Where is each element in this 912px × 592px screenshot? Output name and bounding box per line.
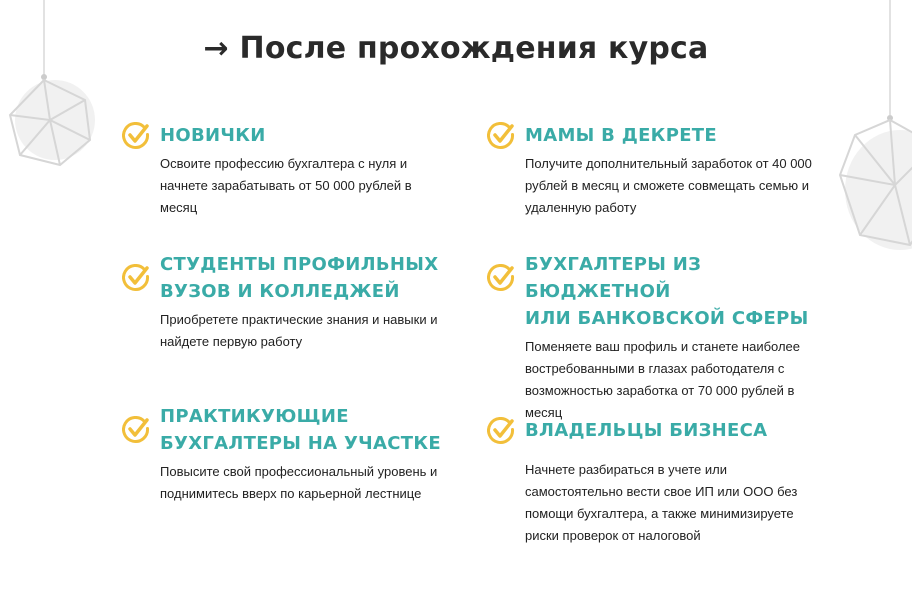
card-description: Повысите свой профессиональный уровень и поднимитесь вверх по карьерной лестнице <box>160 464 438 501</box>
card-title: МАМЫ В ДЕКРЕТЕ <box>525 125 717 146</box>
audience-card-students <box>160 251 460 353</box>
check-circle-icon <box>122 416 150 444</box>
audience-card-novices <box>160 122 460 219</box>
card-title: ПРАКТИКУЮЩИЕ БУХГАЛТЕРЫ НА УЧАСТКЕ <box>160 406 441 454</box>
card-title: БУХГАЛТЕРЫ ИЗ БЮДЖЕТНОЙ ИЛИ БАНКОВСКОЙ СФЕРЫ <box>525 254 809 329</box>
check-circle-icon <box>122 264 150 292</box>
card-title: НОВИЧКИ <box>160 125 266 146</box>
check-circle-icon <box>487 122 515 150</box>
audience-card-practicing-accountants <box>160 403 460 505</box>
card-description: Приобретете практические знания и навыки и найдете первую работу <box>160 312 438 349</box>
card-description: Получите дополнительный заработок от 40 000 рублей в месяц и сможете совмещать семью и удаленную работу <box>525 156 812 215</box>
audience-card-business-owners <box>525 417 825 547</box>
audience-card-moms <box>525 122 825 219</box>
page-title: → После прохождения курса <box>203 31 709 66</box>
card-title: СТУДЕНТЫ ПРОФИЛЬНЫХ ВУЗОВ И КОЛЛЕДЖЕЙ <box>160 254 439 302</box>
card-title: ВЛАДЕЛЬЦЫ БИЗНЕСА <box>525 420 768 441</box>
check-circle-icon <box>487 264 515 292</box>
check-circle-icon <box>122 122 150 150</box>
check-circle-icon <box>487 417 515 445</box>
card-description: Освоите профессию бухгалтера с нуля и начнете зарабатывать от 50 000 рублей в месяц <box>160 156 412 215</box>
card-description: Начнете разбираться в учете или самостоятельно вести свое ИП или ООО без помощи бухгалтера, а также минимизируете риски проверок от налоговой <box>525 462 798 543</box>
audience-card-budget-accountants <box>525 251 825 424</box>
card-description: Поменяете ваш профиль и станете наиболее востребованными в глазах работодателя с возможностью заработка от 70 000 рублей в месяц <box>525 339 801 420</box>
